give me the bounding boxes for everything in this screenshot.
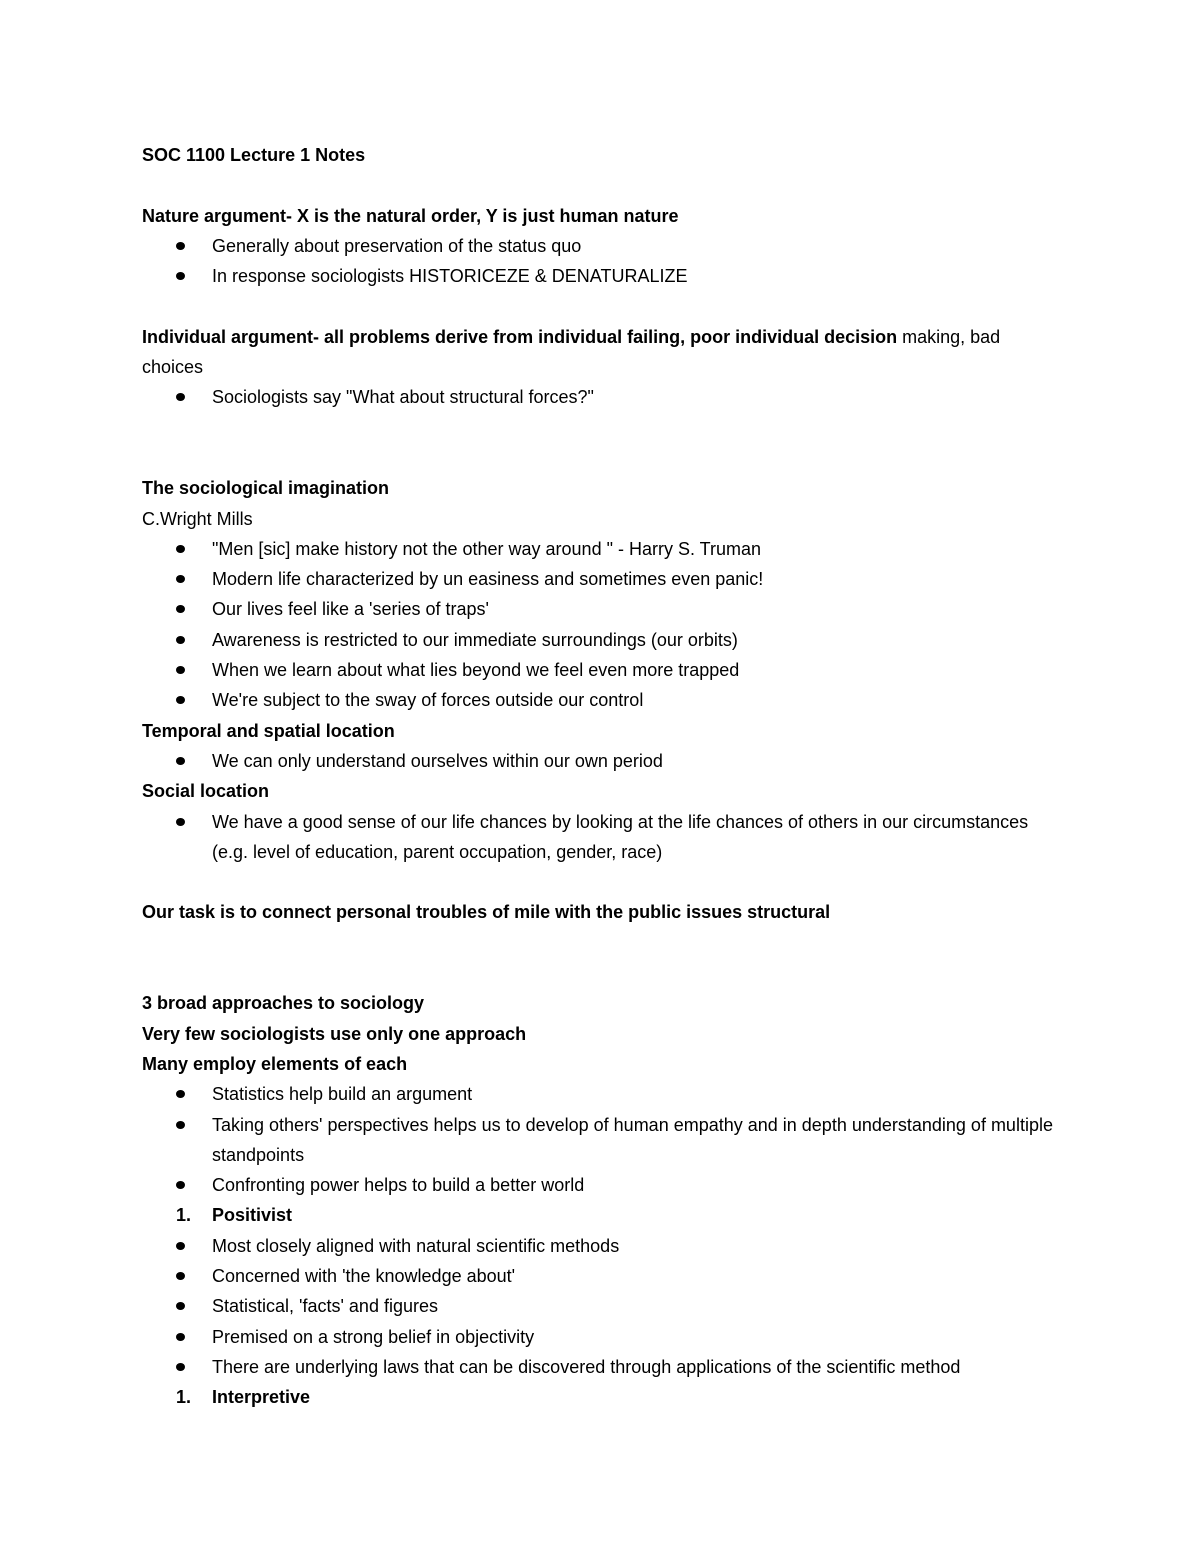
individual-argument-list	[142, 382, 1062, 412]
list-item: In response sociologists HISTORICEZE & DENATURALIZE	[142, 261, 1062, 291]
nature-argument-heading: Nature argument- X is the natural order, Y is just human nature	[142, 205, 679, 226]
list-item: Taking others' perspectives helps us to develop of human empathy and in depth understanding of multiple standpoints	[142, 1110, 1062, 1171]
list-item: When we learn about what lies beyond we feel even more trapped	[142, 655, 1062, 685]
bullet-icon	[176, 1363, 185, 1371]
task-statement: Our task is to connect personal troubles of mile with the public issues structural	[142, 902, 831, 923]
spacer	[142, 413, 1062, 474]
spacer	[142, 170, 1062, 200]
social-location-list	[142, 807, 1062, 868]
bullet-icon	[176, 1302, 185, 1310]
bullet-icon	[176, 696, 185, 704]
document-title: SOC 1100 Lecture 1 Notes	[142, 145, 366, 165]
bullet-icon	[176, 757, 185, 765]
list-item: Modern life characterized by un easiness and sometimes even panic!	[142, 564, 1062, 594]
spacer	[142, 867, 1062, 897]
list-item: "Men [sic] make history not the other way around " - Harry S. Truman	[142, 534, 1062, 564]
list-item: Generally about preservation of the status quo	[142, 231, 1062, 261]
approaches-heading: 3 broad approaches to sociology	[142, 993, 425, 1014]
bullet-icon	[176, 666, 185, 674]
list-item: Statistical, 'facts' and figures	[142, 1291, 1062, 1321]
list-item: Most closely aligned with natural scientific methods	[142, 1231, 1062, 1261]
bullet-icon	[176, 575, 185, 583]
list-item: Our lives feel like a 'series of traps'	[142, 594, 1062, 624]
bullet-icon	[176, 272, 185, 280]
approaches-list	[142, 1079, 1062, 1412]
bullet-icon	[176, 545, 185, 553]
approaches-subheading-1: Very few sociologists use only one approach	[142, 1023, 527, 1044]
list-item: There are underlying laws that can be discovered through applications of the scientific method	[142, 1352, 1062, 1382]
sociological-imagination-heading: The sociological imagination	[142, 478, 390, 499]
list-item: We can only understand ourselves within our own period	[142, 746, 1062, 776]
bullet-icon	[176, 1090, 185, 1098]
bullet-icon	[176, 242, 185, 250]
spacer	[142, 928, 1062, 989]
list-item: Sociologists say "What about structural forces?"	[142, 382, 1062, 412]
social-location-heading: Social location	[142, 781, 270, 802]
bullet-icon	[176, 393, 185, 401]
list-item: We have a good sense of our life chances by looking at the life chances of others in our circumstances (e.g. level of education, parent occupation, gender, race)	[142, 807, 1062, 868]
bullet-icon	[176, 1272, 185, 1280]
bullet-icon	[176, 1242, 185, 1250]
bullet-icon	[176, 818, 185, 826]
temporal-location-heading: Temporal and spatial location	[142, 720, 395, 741]
spacer	[142, 291, 1062, 321]
list-item: Premised on a strong belief in objectivity	[142, 1322, 1062, 1352]
list-item: Concerned with 'the knowledge about'	[142, 1261, 1062, 1291]
bullet-icon	[176, 1121, 185, 1129]
numbered-item-positivist: 1. Positivist	[176, 1205, 293, 1226]
approaches-subheading-2: Many employ elements of each	[142, 1053, 408, 1074]
bullet-icon	[176, 1181, 185, 1189]
numbered-item-interpretive: 1. Interpretive	[176, 1387, 311, 1408]
list-item: Awareness is restricted to our immediate surroundings (our orbits)	[142, 625, 1062, 655]
list-item: Confronting power helps to build a better world	[142, 1170, 1062, 1200]
bullet-icon	[176, 636, 185, 644]
author-name: C.Wright Mills	[142, 508, 253, 529]
bullet-icon	[176, 1333, 185, 1341]
bullet-icon	[176, 605, 185, 613]
nature-argument-list	[142, 231, 1062, 292]
sociological-imagination-list	[142, 534, 1062, 716]
individual-argument-heading: Individual argument- all problems derive from individual failing, poor individual decision making, bad choices	[142, 326, 1001, 378]
temporal-location-list	[142, 746, 1062, 776]
list-item: We're subject to the sway of forces outside our control	[142, 685, 1062, 715]
document-page	[142, 140, 1062, 1412]
list-item: Statistics help build an argument	[142, 1079, 1062, 1109]
